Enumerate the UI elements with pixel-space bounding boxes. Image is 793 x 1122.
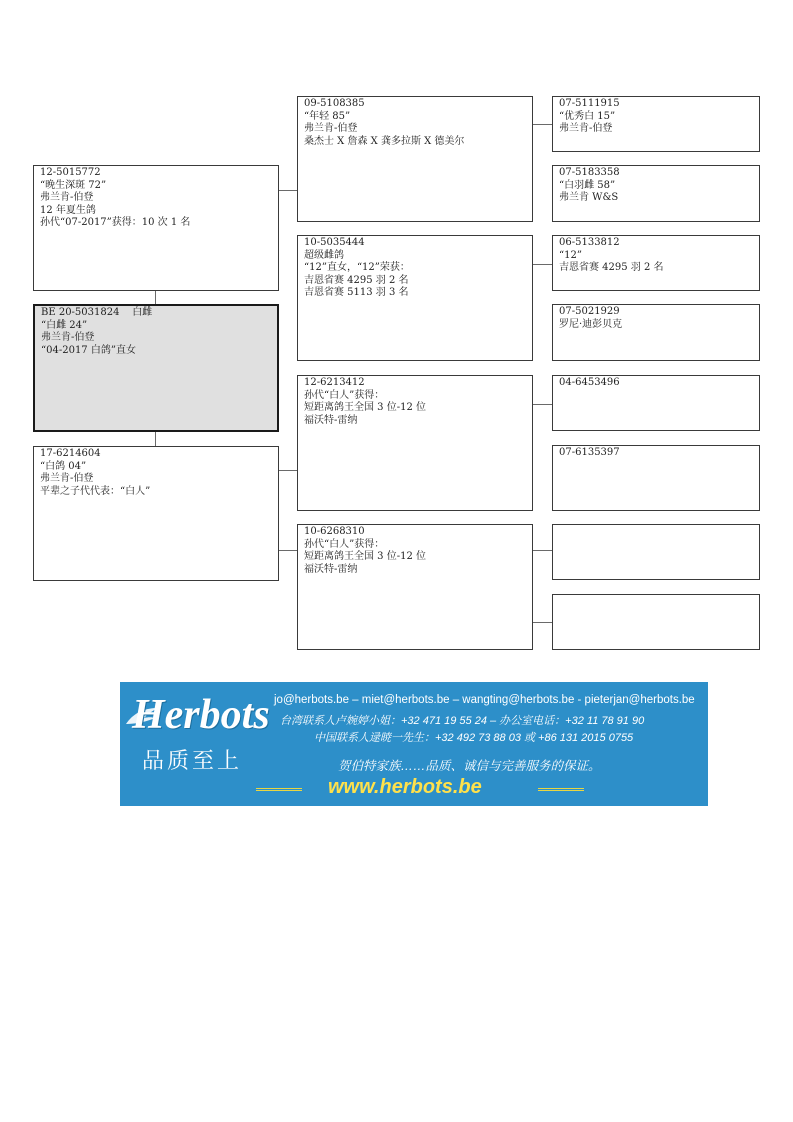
subject-note: “04-2017 白鸽”直女 [41,344,136,356]
banner-tagline: 贺伯特家族……品质、诚信与完善服务的保证。 [338,759,601,773]
g3-card-2 [552,165,760,222]
sire-note-1: 12 年夏生鸽 [40,204,96,216]
connector-subject-dam [155,432,156,446]
dam-sire-note-2: 短距离鸽王全国 3 位-12 位 [304,402,427,413]
g3-card-5 [552,375,760,431]
sire-sire-breeder: 弗兰肯-伯登 [304,123,358,134]
g3-4-ring: 07-5021929 [559,306,620,317]
sire-dam-note-2: 吉恩省赛 4295 羽 2 名 [304,274,409,286]
herbots-banner [120,682,708,806]
g3-card-7 [552,524,760,580]
g3-3-nickname: “12” [559,249,582,261]
subject-nickname: “白雌 24” [41,319,88,331]
g3-2-breeder: 弗兰肯 W&S [559,192,619,203]
g3-2-ring: 07-5183358 [559,167,620,178]
g3-card-8 [552,594,760,650]
g3-3-ring: 06-5133812 [559,237,620,248]
sire-note-2: 孙代“07-2017”获得：10 次 1 名 [40,217,191,228]
subject-breeder: 弗兰肯-伯登 [41,332,95,343]
herbots-logo: Herbots [132,692,270,738]
g3-card-1 [552,96,760,152]
dam-sire-note-1: 孙代“白人”获得： [304,389,385,401]
sire-dam-note-3: 吉恩省赛 5113 羽 3 名 [304,287,409,298]
banner-rule-left [256,788,302,791]
g3-5-ring: 04-6453496 [559,377,620,388]
banner-contact-taiwan: 台湾联系人卢婉婷小姐：+32 471 19 55 24 – 办公室电话：+32 11 78 91 90 [280,715,645,727]
banner-slogan: 品质至上 [142,749,243,774]
sire-dam-card [297,235,533,361]
connector-g2-2 [533,264,552,265]
dam-card [33,446,279,581]
sire-dam-note-1: “12”直女，“12”荣获： [304,262,410,273]
dam-breeder: 弗兰肯-伯登 [40,473,94,484]
g3-1-nickname: “优秀白 15” [559,110,616,122]
g3-3-note: 吉恩省赛 4295 羽 2 名 [559,262,664,273]
subject-card [33,304,279,432]
dam-dam-breeder: 福沃特-雷纳 [304,563,358,575]
connector-g2-3 [533,404,552,405]
dam-sire-ring: 12-6213412 [304,377,365,388]
g3-1-ring: 07-5111915 [559,98,620,109]
sire-dam-title: 超级雌鸽 [304,249,344,261]
sire-ring: 12-5015772 [40,167,101,178]
connector-dam-right [278,470,297,471]
sire-sire-note: 桑杰士 X 詹森 X 龚多拉斯 X 德美尔 [304,135,465,147]
banner-website-link[interactable]: www.herbots.be [328,776,482,798]
connector-g2-4 [533,550,552,551]
sire-sire-card [297,96,533,222]
connector-g2-1 [533,124,552,125]
g3-2-nickname: “白羽雌 58” [559,179,616,191]
sire-card [33,165,279,291]
dam-dam-card [297,524,533,650]
banner-contact-china: 中国联系人逯暁一先生：+32 492 73 88 03 或 +86 131 2015 0755 [314,732,634,744]
g3-card-6 [552,445,760,511]
dam-dam-note-2: 短距离鸽王全国 3 位-12 位 [304,551,427,562]
sire-sire-ring: 09-5108385 [304,98,365,109]
dam-nickname: “白鸽 04” [40,460,87,472]
sire-sire-nickname: “年轻 85” [304,110,351,122]
dam-dam-note-1: 孙代“白人”获得： [304,538,385,550]
sire-breeder: 弗兰肯-伯登 [40,192,94,203]
sire-dam-ring: 10-5035444 [304,237,365,248]
g3-4-breeder: 罗尼·迪彭贝克 [559,318,623,330]
connector-g2-5 [533,622,552,623]
subject-name-tag: 白雌 [132,307,153,318]
dam-note: 平辈之子代代表：“白人” [40,485,151,497]
connector-dam-dam [278,550,297,551]
g3-card-4 [552,304,760,361]
dam-sire-breeder: 福沃特-雷纳 [304,414,358,426]
dam-ring: 17-6214604 [40,448,101,459]
g3-card-3 [552,235,760,291]
dam-sire-card [297,375,533,511]
connector-subject-sire [155,290,156,305]
g3-1-breeder: 弗兰肯-伯登 [559,123,613,134]
sire-nickname: “晚生深斑 72” [40,179,107,191]
banner-emails: jo@herbots.be – miet@herbots.be – wangting@herbots.be - pieterjan@herbots.be [274,694,695,706]
connector-sire-right [278,190,297,191]
g3-6-ring: 07-6135397 [559,447,620,458]
subject-ring: BE 20-5031824 [41,307,120,318]
dam-dam-ring: 10-6268310 [304,526,365,537]
banner-rule-right [538,788,584,791]
